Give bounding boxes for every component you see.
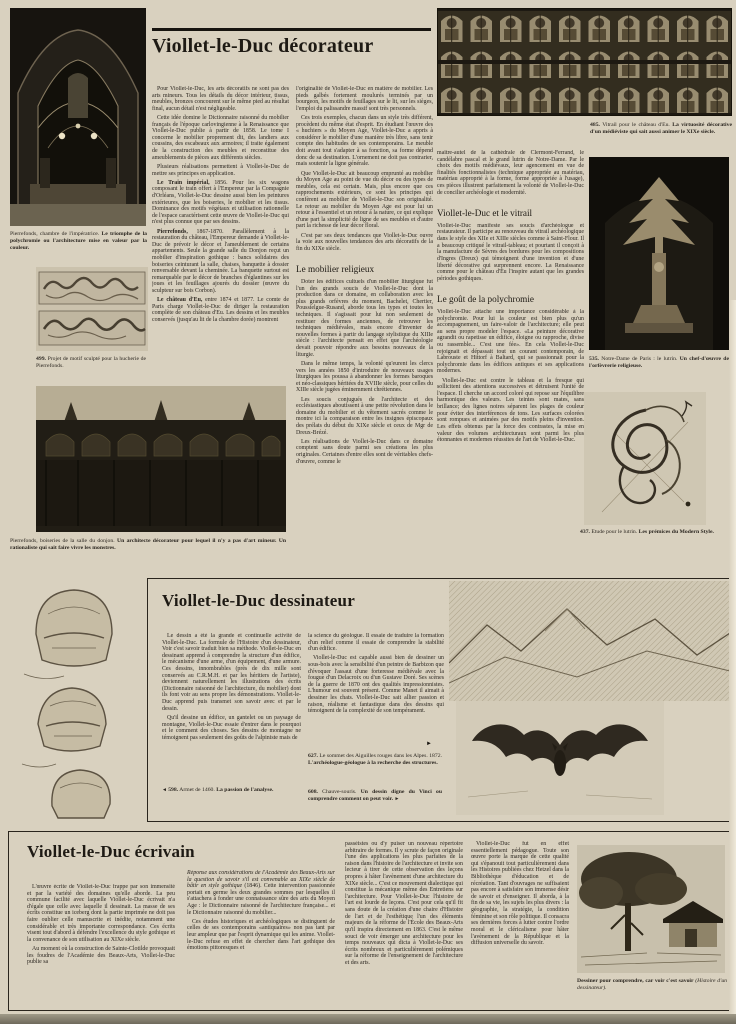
caption-note: L'archéologue-géologue à la recherche des structures. [308, 759, 438, 766]
dessinateur-column-1 [162, 633, 301, 811]
caption-text: Armet de 1460. [179, 787, 215, 793]
decorateur-column-2a [296, 86, 433, 255]
caption-ref: 608. [308, 789, 318, 795]
caption-note: Un chef-d'œuvre de l'orfèvrerie religieuse. [589, 356, 729, 369]
paragraph: Le dessin a été la grande et continuelle activité de Viollet-le-Duc. La formule de l'Histoire d'un dessinateur, Voir c'est savoir traduit bien sa méthode. Viollet-le-Duc en dessinant apprend à comprendre la structure d'un édifice, le mécanisme d'une arme, d'un équipement, d'une armure. Ces dessins, innombrables (près de dix mille sont conservés au C.R.M.H. et par les héritiers de l'artiste), deviennent naturellement les illustrations des écrits (Dictionnaire raisonné de l'architecture, du mobilier) dont ils font voir au sens propre les démonstrations. Viollet-le-Duc apprend puis transmet son savoir avec et par le dessin. [162, 633, 301, 712]
caption-armet [162, 787, 301, 807]
decorateur-column-2b [296, 279, 433, 468]
paragraph: Qu'il dessine un édifice, un gantelet ou un paysage de montagne, Viollet-le-Duc essaie d'entrer dans le pourquoi et le comment des choses. Ses dessins de montagne ne témoignent pas seulement des goûts de l'alpiniste mais de [162, 714, 301, 741]
section-dessinateur [147, 578, 732, 822]
paragraph: passéistes ou d'y puiser un nouveau répertoire arbitraire de formes. Il y scrute de façon originale l'une des applications les plus parfaites de la raison dans l'histoire de l'architecture et invite son lecteur à tirer de cette observation des leçons propres à hâter l'avènement d'une architecture du XIXe siècle... C'est ce mouvement dialectique qui constitue la mécanique même des Entretiens sur l'architecture. Pour Viollet-le-Duc l'histoire de l'art est lourde de leçons. C'est pour cela qu'il fit sans doute de la création d'une chaire d'Histoire de l'art et de l'esthétique l'un des éléments majeurs de la réforme de l'École des Beaux-Arts qu'il inspira directement en 1863. C'est le même souci de voir émerger une architecture pour les temps nouveaux qui dicta à Viollet-le-Duc ses écrits nombreux et particulièrement polémiques sur la réforme de l'enseignement de l'architecture et des arts. [345, 841, 463, 966]
paragraph: L'œuvre écrite de Viollet-le-Duc frappe par son immensité et par la variété des domaines qu'elle aborde. La peu commune facilité avec laquelle Viollet-le-Duc écrivait n'a d'égale que celle avec laquelle il dessinait. La masse de ses écrits constitue un iceberg dont la partie imprimée ne doit pas faire oublier celle manuscrite et inédite, notamment une considérable et très importante correspondance. Ces écrits visent tout d'abord à défendre l'excellence du style gothique et la convenance de son utilisation au XIXe siècle. [27, 884, 175, 943]
paragraph: la science du géologue. Il essaie de traduire la formation d'un relief comme il essaie de comprendre la stabilité d'un édifice. [308, 633, 444, 653]
paragraph: Viollet-le-Duc attache une importance considérable à la polychromie. Pour lui la couleur est bien plus qu'un accompagnement, un faire-valoir de l'architecture; elle peut au sens propre modeler l'espace. «La peinture décorative agrandit ou rapetisse un édifice, éloigne ou rapproche, divise ou rassemble... C'est une fée». En cela Viollet-le-Duc rejoignait et dépassait tout un courant contemporain, de Labrouste et Hittorf à Baltard, qui se passionnait pour la polychromie dans les édifices antiques et ses applications modernes. [437, 308, 584, 375]
section-ecrivain [8, 831, 732, 1011]
article-title-ecrivain: Viollet-le-Duc écrivain [27, 842, 195, 861]
paragraph: Viollet-le-Duc est contre le tableau et la fresque qui sollicitent des attentions successives et détruisent l'unité de l'espace. Il cherche un accord coloré qui repose sur l'équilibre harmonique des valeurs. Les teintes sont mates, sans brillance; des lignes noires séparent les plages de couleur pour éviter des interférences de tons. Les surfaces colorées sont rompues et animées par des motifs pleins d'invention. Les effets obtenus par la force des contrastes, la mise en valeur des volumes architecturaux sont parmi les plus étonnantes et modernes réussites de l'art de Viollet-le-Duc. [437, 377, 584, 444]
caption-note: Un architecte décorateur pour lequel il n'y a pas d'art mineur. Un rationaliste qui sait faire vivre les monstres. [10, 538, 286, 551]
photo-lutrin-notre-dame [589, 157, 729, 350]
caption-ref: 437. [580, 529, 590, 535]
caption-ref: 485. [590, 122, 600, 128]
caption-ref: 535. [589, 356, 599, 362]
photo-pierrefonds-chapel [10, 8, 146, 226]
caption-text: Vitrail pour le château d'Eu. [602, 122, 670, 128]
caption-text: Projet de motif sculpté pour la hucherie de Pierrefonds. [36, 356, 146, 369]
engraving-vitrail-eu [437, 8, 732, 116]
paragraph: Que Viollet-le-Duc ait beaucoup emprunté au mobilier du Moyen Age au point de vue du décor ou des types de meubles, cela est certain. Mais, plus encore que ces rapprochements extérieurs, ce sont les principes qui confèrent au mobilier de Viollet-le-Duc son originalité. Le retour au mobilier du Moyen Age est pour lui un retour à l'essentiel et un retour à la nature, ce qui explique d'une part la simplicité de ligne de ses meubles et d'autre part la richesse de leur décor floral. [296, 170, 433, 230]
caption-vitrail [590, 122, 732, 148]
engraving-cabane-arbres [577, 845, 725, 973]
paragraph: Ces études historiques et archéologiques se distinguent de celles de ses contemporains «antiquaires» non pas tant par leur ampleur que par l'esprit dynamique qui les anime. Viollet-le-Duc refuse en effet de chercher dans l'art gothique des émotions pittoresques et [187, 918, 335, 952]
paragraph: Ces trois exemples, chacun dans un style très différent, procèdent du même état d'esprit. En étudiant l'œuvre des « huchiers » du Moyen Age, Viollet-le-Duc a appris à considérer le mobilier d'une manière très libre, sans tenir compte des habitudes de ses contemporains. Le meuble doit avant tout s'adapter à sa fonction, sa forme dépend donc de sa destination. L'ornement ne doit pas contrarier, mais soutenir la ligne générale. [296, 115, 433, 168]
paragraph: Cette idée domine le Dictionnaire raisonné du mobilier français de l'époque carlovingienne à la Renaissance que Viollet-le-Duc publie à partir de 1858. Le tome I concerne le mobilier proprement dit, des landiers aux coussins, des escabeaux aux armoires; il traite également de la construction des meubles et reconstitue des ameublements de pièces aux différents siècles. [152, 115, 289, 161]
article-title-decorateur: Viollet-le-Duc décorateur [152, 35, 374, 57]
paragraph: maître-autel de la cathédrale de Clermont-Ferrand, le candélabre pascal et le grand lutrin de Notre-Dame. Par le choix des motifs médiévaux, leur agencement en vue de finalités fonctionnalistes (technique appropriée au matériau, matériau approprié à la forme, forme appropriée à l'usage), ces pièces illustrent parfaitement la volonté de Viollet-le-Duc de concilier archéologie et modernité. [437, 150, 584, 196]
ecrivain-column-2 [187, 870, 335, 1006]
caption-note: (Histoire d'un dessinateur). [577, 978, 727, 991]
ecrivain-column-4 [471, 841, 569, 1005]
ecrivain-column-1 [27, 884, 175, 1006]
left-arrow-icon: ◄ [162, 788, 169, 793]
caption-aiguilles [308, 753, 442, 781]
paragraph: Réponse aux considérations de l'Académie des Beaux-Arts sur la question de savoir s'il est convenable au XIXe siècle de bâtir en style gothique (1846). Cette intervention passionnée portait en germe les deux grandes sommes par lesquelles il s'attachera à fonder une connaissance sûre des arts du Moyen Age : le Dictionnaire raisonné de l'architecture française... et le Dictionnaire raisonné du mobilier... [187, 870, 335, 916]
paragraph: Doter les édifices cultuels d'un mobilier liturgique fut l'un des grands soucis de Viollet-le-Duc dont la production dans ce domaine, en collaboration avec les plus grands orfèvres du moment, Bachelet, Chertier, Poussielgue-Rusand, aborde tous les types et toutes les techniques. Il s'agissait pour lui non seulement de restituer des formes anciennes, de retrouver les techniques médiévales, mais encore d'inventer de nouvelles formes à partir du langage stylistique du XIIIe siècle : l'architecte pensait en effet que l'archéologie devait pouvoir répondre aux besoins nouveaux de la liturgie. [296, 279, 433, 358]
paragraph: Viollet-le-Duc est capable aussi bien de dessiner un sous-bois avec la sensibilité d'un peintre de Barbizon que d'évoquer l'assaut d'une forteresse médiévale avec la fougue d'un Delacroix ou d'un Gustave Doré. Ses scènes de la guerre de 1870 ont des qualités impressionnistes. L'humour est souvent présent. Comme Manet il aimait à dessiner les chats. Viollet-le-Duc sait allier passion et raison, réalisme et fantastique dans des dessins qui témoignent de la complexité de son tempérament. [308, 655, 444, 715]
paragraph: Plusieurs réalisations permettent à Viollet-le-Duc de mettre ses principes en application. [152, 163, 289, 177]
heading-mobilier-religieux: Le mobilier religieux [296, 264, 375, 274]
caption-etude [580, 529, 730, 549]
caption-text: Étude pour le lutrin. [591, 529, 638, 535]
caption-text: Chauve-souris. [322, 789, 357, 795]
ecrivain-column-3 [345, 841, 463, 1005]
article-title-dessinateur: Viollet-le-Duc dessinateur [162, 591, 355, 610]
decorateur-column-3 [437, 150, 584, 562]
paragraph: Le château d'Eu, entre 1874 et 1877. Le comte de Paris charge Viollet-le-Duc de diriger la restauration complète de son château d'Eu. Les dessins et les meubles conservés (jusqu'au lit de la chambre dorée) montrent [152, 297, 289, 324]
caption-ref: 627. [308, 753, 318, 759]
caption-text: Pierrefonds, boiseries de la salle du donjon. [10, 538, 115, 544]
caption-note: Un dessin digne du Vinci ou comprendre comment on peut voir. [308, 789, 442, 802]
decorateur-column-3a [437, 150, 584, 199]
paragraph: Le Train impérial, 1856. Pour les six wagons composant le train offert à l'Empereur par la Compagnie d'Orléans, Viollet-le-Duc dessine aussi bien les peintures extérieures, que les boiseries, le mobilier et les tissus. Dominance des motifs végétaux et utilisation rationnelle de l'espace caractérisent cette œuvre de Viollet-le-Duc qui n'est plus connue que par ses dessins. [152, 179, 289, 226]
caption-chambre-imperatrice [10, 231, 147, 261]
caption-ref: 499. [36, 356, 46, 362]
caption-boiseries [10, 538, 286, 560]
caption-note: La virtuosité décorative d'un médiéviste qui sait aussi animer le XIXe siècle. [590, 122, 732, 135]
decorateur-column-3b [437, 223, 584, 285]
drawing-chauve-souris [456, 701, 664, 815]
heading-polychromie: Le goût de la polychromie [437, 293, 534, 304]
title-rule-decorateur [152, 28, 431, 31]
dessinateur-column-2 [308, 633, 444, 753]
heading-vitrail: Viollet-le-Duc et le vitrail [437, 207, 533, 218]
article-end-pointer-icon: ► [426, 741, 432, 747]
photo-boiseries-donjon [36, 386, 286, 532]
caption-note: La passion de l'analyse. [216, 787, 274, 793]
paragraph: Viollet-le-Duc fut en effet essentiellement pédagogue. Toute son œuvre porte la marque de cette qualité qui s'épanouit tout particulièrement dans les Histoires publiées chez Hetzel dans la Bibliothèque d'éducation et de récréation. Tant d'ouvrages ne suffisaient pas encore à satisfaire son immense désir de savoir et d'enseigner. Il aborda, à la fin de sa vie, les sujets les plus divers : la géographie, la stratégie, la condition féminine et son rôle politique. Il consacra ses dernières forces à lutter contre l'ordre moral et le cléricalisme pour hâter l'avènement de la République et la diffusion universelle du savoir. [471, 841, 569, 947]
caption-dessiner-pour-comprendre [577, 978, 727, 1002]
paragraph: Viollet-le-Duc manifeste ses soucis d'archéologue et restaurateur. Il participe au renouveau du vitrail archéologique dans le style des XIIe et XIIIe siècles comme à Saint-Flour. Il a beaucoup critiqué le vitrail-tableau; et pourtant il conçoit à la manufacture de Sèvres des bordures pour les compositions d'Ingres (Dreux) qui témoignent d'une invention et d'une liberté décorative qui surprennent encore. La Renaissance comme pour le château d'Eu l'inspire autant que les grandes périodes gothiques. [437, 222, 584, 282]
caption-motif-sculpte [36, 356, 146, 376]
drawing-etude-lutrin [584, 392, 706, 525]
caption-text: Pierrefonds, chambre de l'impératrice. [10, 231, 100, 237]
paragraph: C'est par ses deux tendances que Viollet-le-Duc ouvre la voie aux nouvelles tendances des arts décoratifs de la fin du XIXe siècle. [296, 232, 433, 252]
decorateur-column-3c [437, 309, 584, 446]
decorateur-column-2 [296, 86, 433, 564]
drawing-aiguilles-rouges [449, 581, 730, 701]
decorateur-column-1 [152, 86, 289, 384]
paragraph: Pour Viollet-le-Duc, les arts décoratifs ne sont pas des arts mineurs. Tous les détails du décor intérieur, tissus, meubles, bronzes concourent sur le même pied au résultat final, aucun détail n'est négligeable. [152, 86, 289, 112]
paragraph: Au moment où la construction de Sainte-Clotilde provoquait les foudres de l'Académie des Beaux-Arts, Viollet-le-Duc publie sa [27, 946, 175, 966]
caption-chauve-souris [308, 789, 442, 813]
caption-ref: 598. [168, 787, 179, 793]
paragraph: Les soucis conjugués de l'architecte et des ecclésiastiques aboutissent à une petite révolution dans le domaine du mobilier et du vêtement sacrés comme le montre ici la comparaison entre les insignes épiscopaux des prélats du début du XIXe siècle et ceux de Mgr de Dreux-Brézé. [296, 396, 433, 436]
caption-lutrin [589, 356, 729, 378]
caption-text: Le sommet des Aiguilles rouges dans les Alpes. 1872. [319, 753, 442, 759]
paragraph: Dans le même temps, la volonté qu'eurent les clercs vers les années 1850 d'introduire de nouveaux usages liturgiques les poussa à abandonner les formes baroques et néo-classiques héritées du XVIIIe siècle, pour celles du XIIIe siècle jugées éminemment chrétiennes. [296, 360, 433, 394]
drawing-carved-friezes [36, 267, 148, 351]
right-arrow-icon: ► [394, 796, 400, 802]
page-edge-highlight [729, 300, 736, 1014]
caption-lead: Dessiner pour comprendre, car voir c'est savoir [577, 978, 694, 984]
caption-note: Le triomphe de la polychromie ou l'architecture mise en valeur par la couleur. [10, 231, 147, 251]
page-bottom-shadow [0, 1014, 736, 1024]
paragraph: Pierrefonds, 1867-1870. Parallèlement à la restauration du château, l'Empereur demande à Viollet-le-Duc de prévoir le décor et l'ameublement de certains appartements. Seule la grande salle du Donjon reçut un mobilier d'inspiration gothique : bancs solidaires des boiseries ceinturant la salle, chaises, banquette à dossier renversable devant la cheminée. La banquette surtout est remarquable par le décor de branches d'églantines sur les joues et les feuillages ajourés du dossier (œuvre du sculpteur sur bois Corbon). [152, 228, 289, 295]
caption-text: Notre-Dame de Paris : le lutrin. [601, 356, 678, 362]
caption-note: Les prémices du Modern Style. [638, 529, 714, 535]
paragraph: Les réalisations de Viollet-le-Duc dans ce domaine comptent sans doute parmi ses créations les plus originales. Certaines d'entre elles sont de véritables chefs-d'œuvre, comme le [296, 438, 433, 465]
drawing-armets-helmets [8, 574, 144, 820]
paragraph: l'originalité de Viollet-le-Duc en matière de mobilier. Les pieds galbés fortement moulurés terminés par un bourgeon, les motifs de feuillages sur le lit, sur les sièges, l'emploi du palissandre massif sont très personnels. [296, 86, 433, 112]
